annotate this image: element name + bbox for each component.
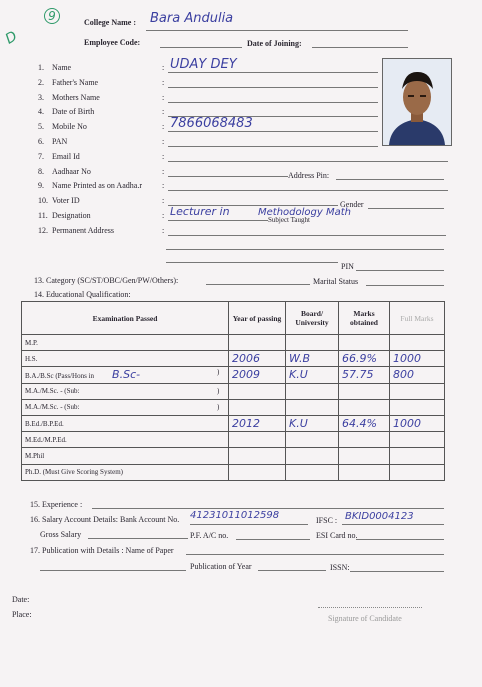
cell-full: 1000 — [393, 417, 421, 431]
publication-year-label: Publication of Year — [190, 562, 252, 571]
ifsc-label: IFSC : — [316, 516, 338, 525]
employee-code-label: Employee Code: — [84, 38, 141, 47]
col-header-marks: Marks obtained — [339, 302, 390, 335]
table-row — [22, 367, 445, 383]
corner-page-number: 9 — [44, 8, 60, 24]
pin-label: PIN — [341, 262, 354, 271]
col-header-exam: Examination Passed — [22, 302, 229, 335]
field-number: 6. — [38, 137, 44, 146]
field-label: Email Id — [52, 151, 80, 161]
table-row — [22, 415, 445, 431]
issn-label: ISSN: — [330, 563, 350, 572]
publication-label: 17. Publication with Details : Name of Paper — [30, 546, 174, 555]
field-value: UDAY DEY — [170, 57, 237, 72]
field-number: 7. — [38, 151, 44, 161]
cell-year: 2006 — [232, 352, 260, 366]
cell-board: K.U — [289, 417, 308, 431]
col-header-year: Year of passing — [229, 302, 286, 335]
field-label: Father's Name — [52, 77, 99, 87]
field-label: Mobile No — [52, 122, 87, 132]
exam-name: M.A./M.Sc. - (Sub: — [25, 387, 80, 396]
field-number: 1. — [38, 63, 44, 72]
candidate-photo — [382, 58, 452, 146]
table-row — [22, 383, 445, 399]
cell-marks: 64.4% — [342, 417, 377, 431]
field-label: Designation — [52, 211, 91, 220]
field-number: 12. — [38, 225, 48, 235]
salary-label: 16. Salary Account Details: Bank Account No. — [30, 515, 180, 524]
col-header-board: Board/ University — [286, 302, 339, 335]
ifsc-value: BKID0004123 — [345, 511, 414, 522]
table-row — [22, 399, 445, 415]
gross-salary-label: Gross Salary — [40, 530, 82, 539]
field-number: 4. — [38, 107, 44, 117]
table-row — [22, 448, 445, 464]
subject-taught-label: Subject Taught — [268, 216, 310, 224]
exam-name: M.Ed./M.P.Ed. — [25, 435, 67, 444]
field-label: Date of Birth — [52, 107, 95, 117]
field-value: Lecturer in — [170, 205, 230, 218]
education-table — [21, 301, 445, 481]
category-label: 13. Category (SC/ST/OBC/Gen/PW/Others): — [34, 276, 179, 285]
field-label: Permanent Address — [52, 225, 114, 235]
place-label: Place: — [12, 610, 32, 619]
table-row — [22, 432, 445, 448]
cell-year: 2009 — [232, 368, 260, 382]
table-row — [22, 351, 445, 367]
marital-status-label: Marital Status — [313, 277, 359, 286]
field-number: 9. — [38, 181, 44, 191]
cell-board: K.U — [289, 368, 308, 382]
field-label: Name — [52, 63, 72, 72]
signature-label: Signature of Candidate — [328, 614, 402, 623]
exam-close-paren: ) — [217, 368, 220, 377]
cell-full: 1000 — [393, 352, 421, 366]
col-header-full-marks: Full Marks — [390, 302, 445, 335]
educational-qualification-label: 14. Educational Qualification: — [34, 290, 131, 299]
cell-board: W.B — [289, 352, 311, 366]
exam-name: M.P. — [25, 338, 38, 347]
gender-label: Gender — [340, 200, 364, 209]
exam-close-paren: ) — [217, 403, 220, 412]
college-name-value: Bara Andulia — [150, 11, 234, 26]
field-number: 5. — [38, 122, 44, 132]
exam-name: Ph.D. (Must Give Scoring System) — [25, 468, 123, 477]
field-number: 11. — [38, 211, 48, 220]
field-number: 3. — [38, 92, 44, 102]
table-row — [22, 464, 445, 480]
field-label: Aadhaar No — [52, 166, 91, 176]
exam-subject-value: B.Sc- — [112, 368, 141, 382]
subject-taught-value: Methodology Math — [258, 207, 351, 218]
date-of-joining-label: Date of Joining: — [247, 39, 302, 48]
exam-name: M.Phil — [25, 451, 45, 460]
cell-year: 2012 — [232, 417, 260, 431]
exam-name: B.Ed./B.P.Ed. — [25, 419, 64, 428]
cell-marks: 57.75 — [342, 368, 374, 382]
college-name-label: College Name : — [84, 18, 136, 27]
cell-full: 800 — [393, 368, 414, 382]
address-pin-label: Address Pin: — [288, 171, 330, 180]
pf-label: P.F. A/C no. — [190, 531, 229, 540]
field-label: Mothers Name — [52, 92, 100, 102]
exam-name: B.A./B.Sc (Pass/Hons in — [25, 372, 95, 381]
bank-account-value: 41231011012598 — [190, 510, 280, 521]
corner-initial: D — [2, 28, 21, 48]
field-value: 7866068483 — [170, 116, 253, 132]
table-row — [22, 335, 445, 351]
cell-marks: 66.9% — [342, 352, 377, 366]
exam-name: H.S. — [25, 354, 38, 363]
field-label: Name Printed as on Aadha.r — [52, 181, 142, 191]
experience-label: 15. Experience : — [30, 500, 83, 509]
field-number: 8. — [38, 166, 44, 176]
exam-close-paren: ) — [217, 387, 220, 396]
field-number: 10. — [38, 196, 48, 206]
field-number: 2. — [38, 77, 44, 87]
esi-label: ESI Card no. — [316, 531, 358, 540]
field-label: Voter ID — [52, 196, 80, 206]
date-label: Date: — [12, 595, 30, 604]
field-label: PAN — [52, 137, 68, 146]
exam-name: M.A./M.Sc. - (Sub: — [25, 403, 80, 412]
